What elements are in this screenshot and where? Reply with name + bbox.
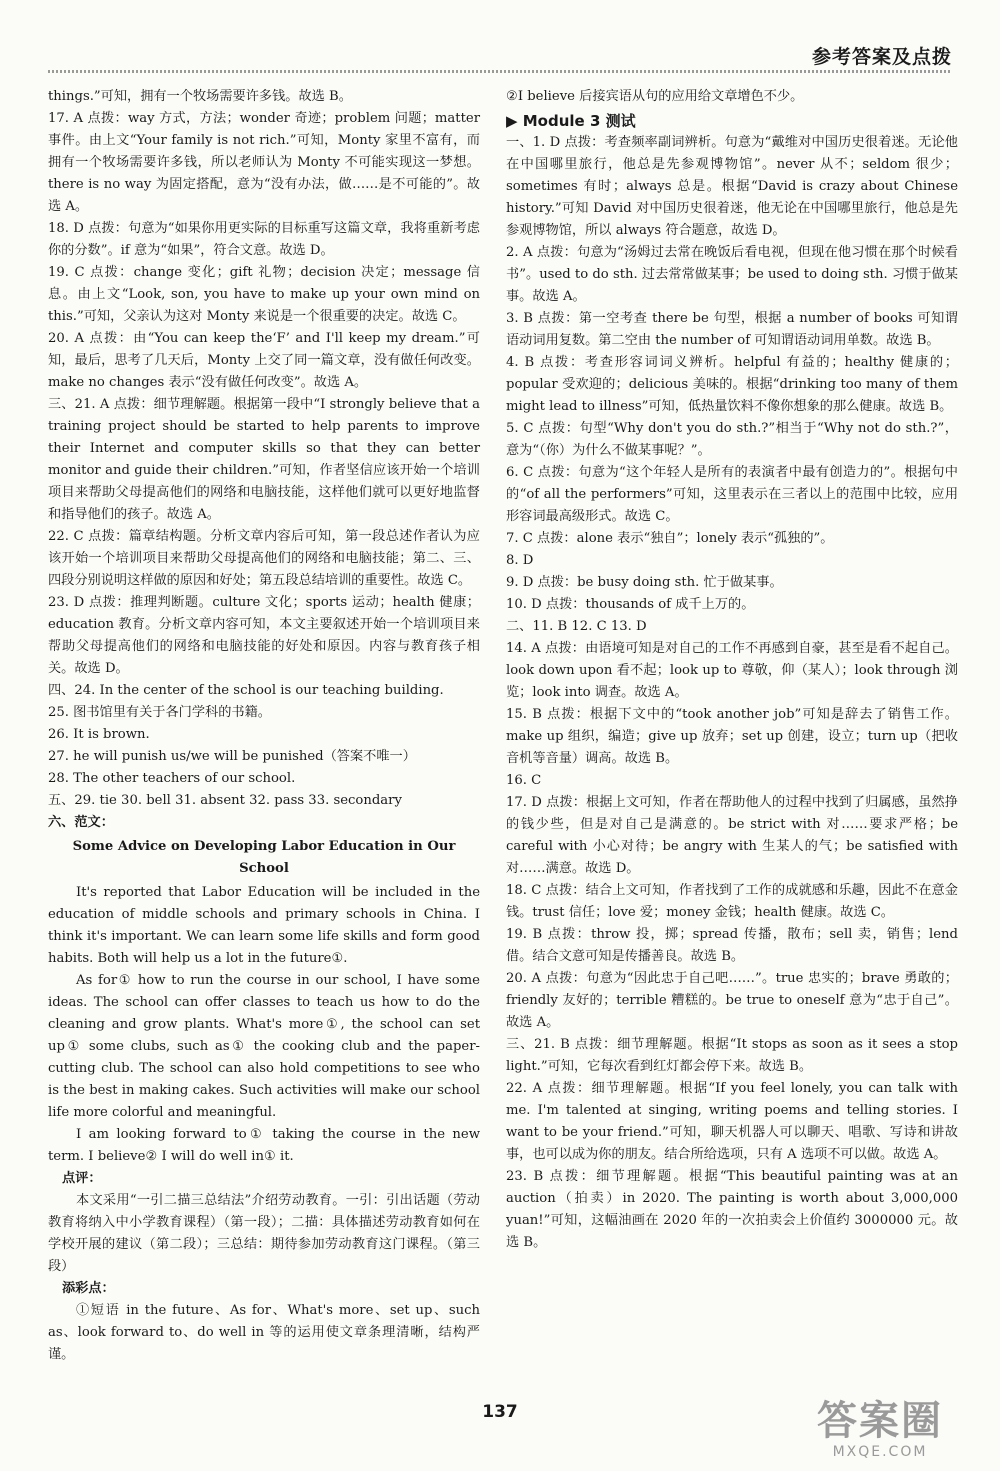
answer-item: 四、24. In the center of the school is our teaching building. [48, 683, 444, 698]
answer-item: 8. D [506, 553, 534, 568]
answer-item: 5. C 点拨：句型“Why don't you do sth.?”相当于“Why not do sth.?”，意为“（你）为什么不做某事呢？”。 [506, 421, 958, 458]
answer-item: 18. D 点拨：句意为“如果你用更实际的目标重写这篇文章，我将重新考虑你的分数”。if 意为“如果”，符合文意。故选 D。 [48, 221, 480, 258]
highlight-text: ②I believe 后接宾语从句的应用给文章增色不少。 [506, 89, 804, 104]
answer-item: 27. he will punish us/we will be punished（答案不唯一） [48, 749, 416, 764]
answer-item: 一、1. D 点拨：考查频率副词辨析。句意为“戴维对中国历史很着迷。无论他在中国哪里旅行，他总是先参观博物馆”。never 从不；seldom 很少；sometimes 有时；always 总是。根据“David is crazy about Chinese history.”可知 David 对中国历史很着迷，他无论在中国哪里旅行，他总是先参观博物馆，所以 always 符合题意，故选 D。 [506, 135, 958, 238]
answer-item: 14. A 点拨：由语境可知是对自己的工作不再感到自豪，甚至是看不起自己。look down upon 看不起；look up to 尊敬，仰（某人）；look through 浏览；look into 调查。故选 A。 [506, 641, 958, 700]
answer-item: 22. C 点拨：篇章结构题。分析文章内容后可知，第一段总述作者认为应该开始一个培训项目来帮助父母提高他们的网络和电脑技能；第二、三、四段分别说明这样做的原因和好处；第五段总结培训的重要性。故选 C。 [48, 529, 480, 588]
page-header [48, 42, 952, 74]
answer-item: 三、21. A 点拨：细节理解题。根据第一段中“I strongly believe that a training project should be started to help parents to improve their Internet and computer skills so that they can better monitor and guide their children.”可知，作者坚信应该开始一个培训项目来帮助父母提高他们的网络和电脑技能，这样他们就可以更好地监督和指导他们的孩子。故选 A。 [48, 397, 480, 522]
answer-item: 17. D 点拨：根据上文可知，作者在帮助他人的过程中找到了归属感，虽然挣的钱少些，但是对自己是满意的。be strict with 对……要求严格；be careful with 小心对待；be angry with 生某人的气；be satisfied with 对……满意。故选 D。 [506, 795, 958, 876]
answer-item: 25. 图书馆里有关于各门学科的书籍。 [48, 705, 271, 720]
left-column [48, 86, 480, 1366]
comment-label: 点评： [62, 1171, 102, 1186]
answer-item: 26. It is brown. [48, 727, 150, 742]
answer-item: 18. C 点拨：结合上文可知，作者找到了工作的成就感和乐趣，因此不在意金钱。trust 信任；love 爱；money 金钱；health 健康。故选 C。 [506, 883, 958, 920]
answer-item: 17. A 点拨：way 方式，方法；wonder 奇迹；problem 问题；matter 事件。由上文“Your family is not rich.”可知，Monty 家里不富有，而拥有一个牧场需要许多钱，所以老师认为 Monty 不可能实现这一梦想。there is no way 为固定搭配，意为“没有办法，做……是不可能的”。故选 A。 [48, 111, 480, 214]
essay-paragraph: I am looking forward to① taking the course in the new term. I believe② I will do well in① it. [48, 1127, 480, 1164]
essay-paragraph: As for① how to run the course in our school, I have some ideas. The school can offer classes to teach us how to do the cleaning and grow plants. What's more①, the school can set up① some clubs, such as① the cooking club and the paper-cutting club. The school can also hold competitions to see who is the best in making cakes. Such activities will make our school life more colorful and meaningful. [48, 973, 480, 1120]
watermark-logo [800, 1398, 960, 1468]
header-rule [48, 70, 952, 73]
watermark-logo-text: 答案圈 [817, 1398, 943, 1444]
answer-item: 20. A 点拨：由“You can keep the‘F’ and I'll keep my dream.”可知，最后，思考了几天后，Monty 上交了同一篇文章，没有做任何改变。make no changes 表示“没有做任何改变”。故选 A。 [48, 331, 480, 390]
answer-item: 22. A 点拨：细节理解题。根据“If you feel lonely, you can talk with me. I'm talented at singing, writing poems and telling stories. I want to be your friend.”可知，聊天机器人可以聊天、唱歌、写诗和讲故事，也可以成为你的朋友。结合所给选项，只有 A 选项不可以做。故选 A。 [506, 1081, 958, 1162]
answer-item: 23. B 点拨：细节理解题。根据“This beautiful painting was at an auction（拍卖）in 2020. The painting is worth about 3,000,000 yuan!”可知，这幅油画在 2020 年的一次拍卖会上价值约 3000000 元。故选 B。 [506, 1169, 958, 1250]
answer-item: 20. A 点拨：句意为“因此忠于自己吧……”。true 忠实的；brave 勇敢的；friendly 友好的；terrible 糟糕的。be true to oneself 意为“忠于自己”。故选 A。 [506, 971, 958, 1030]
highlight-label: 添彩点： [62, 1281, 115, 1296]
answer-item: 10. D 点拨：thousands of 成千上万的。 [506, 597, 755, 612]
answer-item: 9. D 点拨：be busy doing sth. 忙于做某事。 [506, 575, 783, 590]
answer-item: 3. B 点拨：第一空考查 there be 句型，根据 a number of books 可知谓语动词用复数。第二空由 the number of 可知谓语动词用单数。故选 B。 [506, 311, 958, 348]
page-number: 137 [482, 1402, 518, 1422]
answer-item: 二、11. B 12. C 13. D [506, 619, 647, 634]
module-title: ▶ Module 3 测试 [506, 112, 636, 130]
answer-item: 7. C 点拨：alone 表示“独自”；lonely 表示“孤独的”。 [506, 531, 834, 546]
answer-item: 三、21. B 点拨：细节理解题。根据“It stops as soon as it sees a stop light.”可知，它每次看到红灯都会停下来。故选 B。 [506, 1037, 958, 1074]
answer-item: 28. The other teachers of our school. [48, 771, 296, 786]
answer-item: 23. D 点拨：推理判断题。culture 文化；sports 运动；health 健康；education 教育。分析文章内容可知，本文主要叙述开始一个培训项目来帮助父母提高他们的网络和电脑技能的好处和原因。内容与教育孩子相关。故选 D。 [48, 595, 480, 676]
comment-text: 本文采用“一引二描三总结法”介绍劳动教育。一引：引出话题（劳动教育将纳入中小学教育课程）（第一段）；二描：具体描述劳动教育如何在学校开展的建议（第二段）；三总结：期待参加劳动教育这门课程。（第三段） [48, 1193, 480, 1274]
answer-item: 6. C 点拨：句意为“这个年轻人是所有的表演者中最有创造力的”。根据句中的“of all the performers”可知，这里表示在三者以上的范围中比较，应用形容词最高级形式。故选 C。 [506, 465, 958, 524]
answer-item: 15. B 点拨：根据下文中的“took another job”可知是辞去了销售工作。make up 组织，编造；give up 放弃；set up 创建，设立；turn up（把收音机等音量）调高。故选 B。 [506, 707, 958, 766]
answer-item: 16. C [506, 773, 542, 788]
right-column [506, 86, 958, 1254]
watermark-logo-url: MXQE.COM [832, 1444, 928, 1460]
essay-title: Some Advice on Developing Labor Education in Our School [72, 839, 456, 876]
answer-item: 2. A 点拨：句意为“汤姆过去常在晚饭后看电视，但现在他习惯在那个时候看书”。used to do sth. 过去常常做某事；be used to doing sth. 习惯于做某事。故选 A。 [506, 245, 958, 304]
section-label: 六、范文： [48, 815, 114, 830]
answer-item: 19. B 点拨：throw 投，掷；spread 传播，散布；sell 卖，销售；lend 借。结合文意可知是传播善良。故选 B。 [506, 927, 958, 964]
answer-item: 19. C 点拨：change 变化；gift 礼物；decision 决定；message 信息。由上文“Look, son, you have to make up your own mind on this.”可知，父亲认为这对 Monty 来说是一个很重要的决定。故选 C。 [48, 265, 480, 324]
answer-item: things.”可知，拥有一个牧场需要许多钱。故选 B。 [48, 89, 352, 104]
highlight-text: ①短语 in the future、As for、What's more、set up、such as、look forward to、do well in 等的运用使文章条理清晰，结构严谨。 [48, 1303, 480, 1362]
essay-paragraph: It's reported that Labor Education will be included in the education of middle schools and primary schools in China. I think it's important. We can learn some life skills and form good habits. Both will help us a lot in the future①. [48, 885, 480, 966]
header-title: 参考答案及点拨 [811, 46, 952, 68]
answer-item: 4. B 点拨：考查形容词词义辨析。helpful 有益的；healthy 健康的；popular 受欢迎的；delicious 美味的。根据“drinking too many of them might lead to illness”可知，低热量饮料不像你想象的那么健康。故选 B。 [506, 355, 958, 414]
answer-item: 五、29. tie 30. bell 31. absent 32. pass 33. secondary [48, 793, 402, 808]
